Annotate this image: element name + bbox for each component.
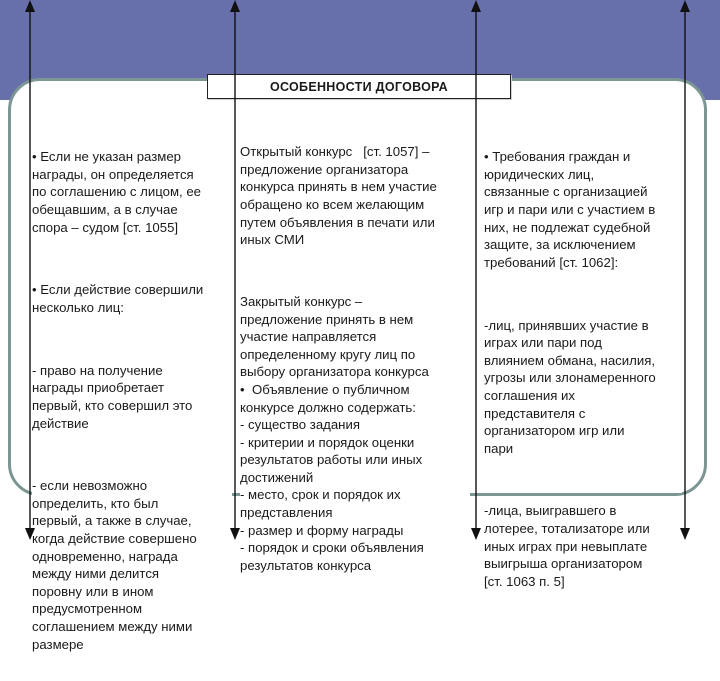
left-paragraph: - право на получение награды приобретает первый, кто совершил это действие xyxy=(32,362,193,431)
middle-paragraph: Закрытый конкурс – предложение принять в нем участие направляется определенному кругу лиц по выбору организатора конкурса • Объявление о публичном конкурсе должно содержать: - существо задания - критерии и порядок оценки результатов работы или иных достижений - место, срок и порядок их представления - размер и форму награды - порядок и сроки объявления результатов конкурса xyxy=(240,293,429,573)
column-right xyxy=(484,113,682,589)
double-arrow-icon xyxy=(23,0,37,540)
double-arrow-icon xyxy=(678,0,692,540)
column-left xyxy=(32,113,232,652)
left-paragraph: • Если не указан размер награды, он определяется по соглашению с лицом, ее обещавшим, а в случае спора – судом [ст. 1055] xyxy=(32,149,202,235)
page-title xyxy=(207,74,511,99)
right-paragraph: -лиц, принявших участие в играх или пари под влиянием обмана, насилия, угрозы или злонамеренного соглашения их представителя с организатором игр или пари xyxy=(484,317,656,456)
middle-paragraph: Открытый конкурс [ст. 1057] – предложение организатора конкурса принять в нем участие обращено ко всем желающим путем объявления в печати или иных СМИ xyxy=(240,144,437,248)
right-paragraph: • Требования граждан и юридических лиц, связанные с организацией игр и пари или с участием в них, не подлежат судебной защите, за исключением требований [ст. 1062]: xyxy=(484,149,656,270)
page-title-text: ОСОБЕННОСТИ ДОГОВОРА xyxy=(269,79,449,94)
double-arrow-icon xyxy=(469,0,483,540)
double-arrow-icon xyxy=(228,0,242,540)
left-paragraph: - если невозможно определить, кто был первый, а также в случае, когда действие совершено одновременно, награда между ними делится поровну или в ином предусмотренном соглашением между ними размере xyxy=(32,478,197,652)
column-middle xyxy=(240,108,470,573)
right-paragraph: -лица, выигравшего в лотерее, тотализаторе или иных играх при невыплате выигрыша организатором [ст. 1063 п. 5] xyxy=(484,503,650,589)
left-paragraph: • Если действие совершили несколько лиц: xyxy=(32,282,204,315)
